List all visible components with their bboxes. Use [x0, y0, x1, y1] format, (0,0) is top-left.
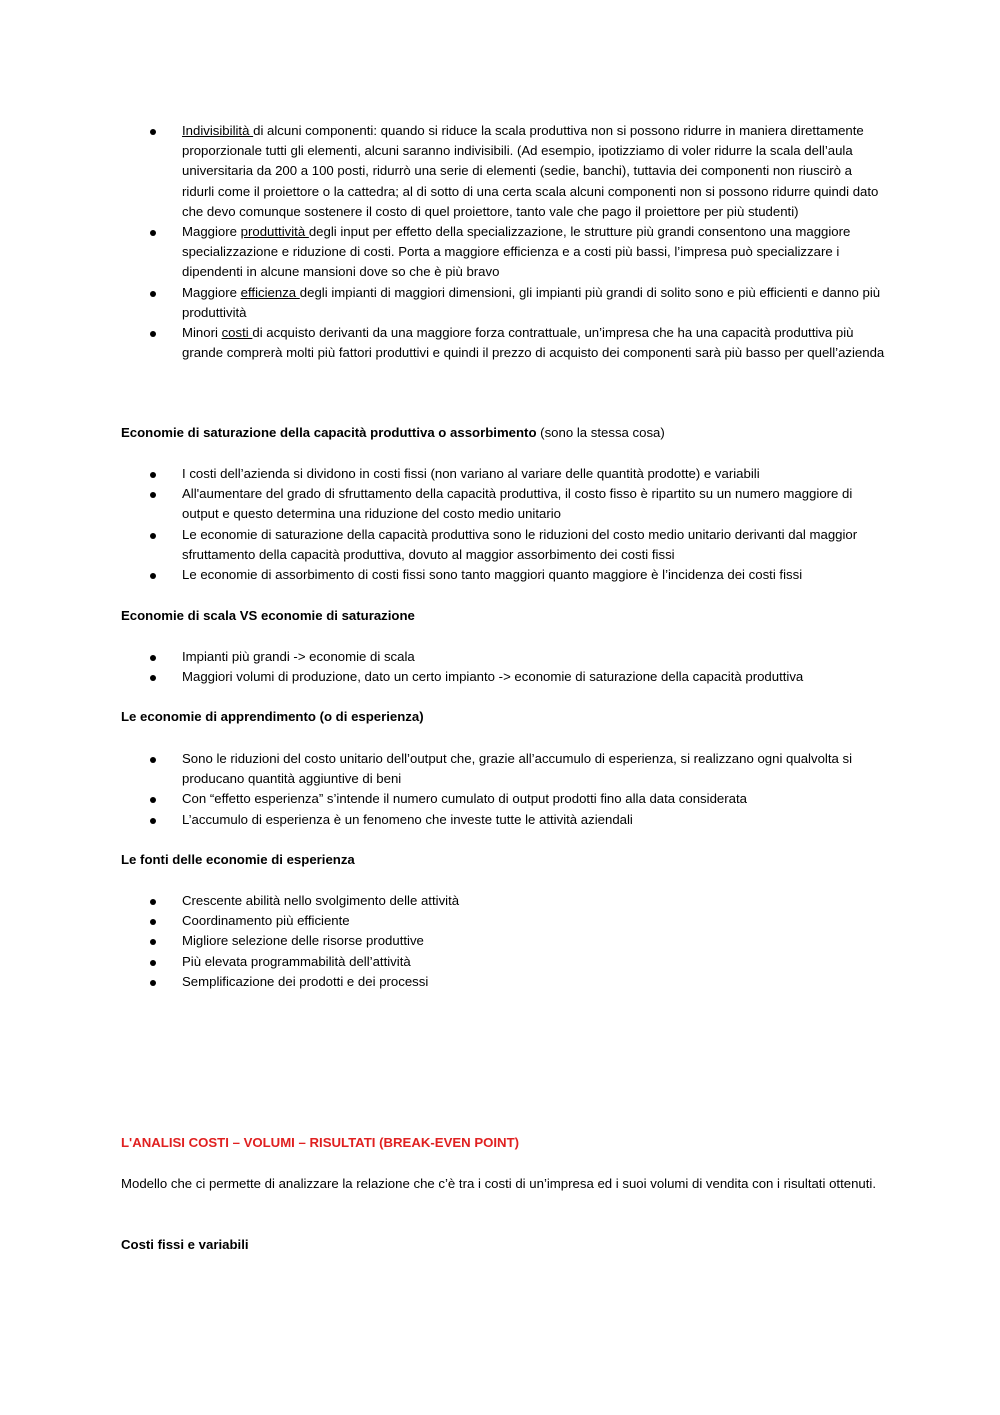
list-item-text: L’accumulo di esperienza è un fenomeno che investe tutte le attività aziendali — [182, 811, 633, 827]
heading-scala-vs-saturazione — [121, 606, 415, 626]
list-item-text: Le economie di saturazione della capacità produttiva sono le riduzioni del costo medio unitario derivanti dal maggior sfruttamento della capacità produttiva, dovuto al maggior assorbimento dei costi fissi — [182, 526, 858, 562]
list-item — [150, 565, 885, 585]
heading-text: Costi fissi e variabili — [121, 1237, 249, 1252]
heading-saturazione — [121, 423, 665, 443]
heading-text: Le economie di apprendimento (o di esperienza) — [121, 709, 424, 724]
list-item-text: Con “effetto esperienza” s’intende il numero cumulato di output prodotti fino alla data considerata — [182, 791, 747, 807]
list-item-text: Crescente abilità nello svolgimento delle attività — [182, 893, 460, 908]
bullet-icon — [150, 492, 156, 498]
underlined-term: produttività — [240, 224, 309, 240]
heading-costi-fissi — [121, 1235, 249, 1255]
list-item — [150, 222, 885, 283]
bullet-icon — [150, 980, 156, 986]
bullet-icon — [150, 818, 156, 824]
list-item — [150, 749, 885, 789]
list-item — [150, 464, 885, 484]
bullet-icon — [150, 291, 156, 297]
list-item-text: All'aumentare del grado di sfruttamento della capacità produttiva, il costo fisso è ripartito su un numero maggiore di output e questo determina una riduzione del costo medio unitario — [182, 486, 853, 522]
bullet-icon — [150, 939, 156, 945]
heading-apprendimento — [121, 707, 424, 727]
underlined-term: Indivisibilità — [182, 123, 254, 138]
scale-economies-list — [150, 121, 885, 363]
bullet-icon — [150, 655, 156, 661]
list-item-text: degli input per effetto della specializzazione, le strutture più grandi consentono una maggiore specializzazione e riduzione di costi. Porta a maggiore efficienza e a costi più bassi, l’impresa può specializzare i dipendenti in alcune mansioni dove so che è più bravo — [182, 224, 851, 280]
list-item — [150, 911, 885, 931]
list-item — [150, 810, 885, 830]
list-item-text: Coordinamento più efficiente — [182, 913, 350, 929]
bullet-icon — [150, 757, 156, 763]
heading-text: Le fonti delle economie di esperienza — [121, 852, 355, 867]
list-item-text: Le economie di assorbimento di costi fissi sono tanto maggiori quanto maggiore è l’incidenza dei costi fissi — [182, 567, 803, 583]
list-item-prefix: Minori — [182, 325, 222, 341]
list-item — [150, 789, 885, 809]
saturation-list — [150, 464, 885, 585]
underlined-term: costi — [221, 325, 253, 341]
underlined-term: efficienza — [240, 284, 300, 300]
sources-list — [150, 891, 885, 992]
list-item-text: Impianti più grandi -> economie di scala — [182, 649, 415, 664]
list-item-text: Più elevata programmabilità dell’attività — [182, 953, 411, 969]
bullet-icon — [150, 129, 156, 135]
list-item — [150, 121, 885, 222]
list-item — [150, 647, 885, 667]
list-item-text: Migliore selezione delle risorse produttive — [182, 933, 424, 949]
list-item-text: I costi dell’azienda si dividono in costi fissi (non variano al variare delle quantità prodotte) e variabili — [182, 466, 760, 481]
list-item-text: di alcuni componenti: quando si riduce la scala produttiva non si possono ridurre in maniera direttamente proporzionale tutti gli elementi, alcuni saranno indivisibili. (Ad esempio, ipotizziamo di voler ridurre la scala dell’aula universitaria da 200 a 100 posti, ridurrò una serie di elementi (sedie, banchi), tuttavia dei componenti non riuscirò a ridurli come il proiettore o la cattedra; al di sotto di una certa scala alcuni componenti non si possono ridurre quindi dato che devo comunque sostenere il costo di quel proiettore, tanto vale che pago il proiettore per più studenti) — [182, 123, 879, 219]
bullet-icon — [150, 573, 156, 579]
learning-list — [150, 749, 885, 830]
list-item — [150, 525, 885, 565]
scale-vs-saturation-list — [150, 647, 885, 687]
list-item — [150, 667, 885, 687]
bullet-icon — [150, 899, 156, 905]
list-item — [150, 283, 885, 323]
heading-text: Economie di scala VS economie di saturazione — [121, 608, 415, 623]
bullet-icon — [150, 675, 156, 681]
bullet-icon — [150, 960, 156, 966]
list-item — [150, 484, 885, 524]
bullet-icon — [150, 919, 156, 925]
list-item — [150, 891, 885, 911]
list-item-text: Maggiori volumi di produzione, dato un certo impianto -> economie di saturazione della capacità produttiva — [182, 669, 804, 685]
bullet-icon — [150, 472, 156, 478]
heading-bold: Economie di saturazione della capacità produttiva o assorbimento — [121, 425, 537, 440]
heading-fonti — [121, 850, 355, 870]
list-item-text: degli impianti di maggiori dimensioni, gli impianti più grandi di solito sono e più efficienti e danno più produttività — [182, 284, 881, 320]
bullet-icon — [150, 533, 156, 539]
list-item — [150, 952, 885, 972]
section-title: L'ANALISI COSTI – VOLUMI – RISULTATI (BREAK-EVEN POINT) — [121, 1135, 520, 1150]
list-item-prefix: Maggiore — [182, 224, 241, 240]
list-item-text: Semplificazione dei prodotti e dei processi — [182, 973, 429, 989]
list-item — [150, 972, 885, 992]
section-intro: Modello che ci permette di analizzare la relazione che c’è tra i costi di un’impresa ed i suoi volumi di vendita con i risultati ottenuti. — [121, 1176, 876, 1191]
bullet-icon — [150, 797, 156, 803]
list-item-prefix: Maggiore — [182, 284, 241, 300]
bullet-icon — [150, 331, 156, 337]
list-item — [150, 323, 885, 363]
list-item-text: di acquisto derivanti da una maggiore forza contrattuale, un’impresa che ha una capacità produttiva più grande comprerà molti più fattori produttivi e quindi il prezzo di acquisto dei componenti sarà più basso per quell’azienda — [182, 325, 885, 361]
bullet-icon — [150, 230, 156, 236]
list-item-text: Sono le riduzioni del costo unitario dell’output che, grazie all’accumulo di esperienza, si realizzano ogni qualvolta si producano quantità aggiuntive di beni — [182, 751, 853, 787]
heading-note: (sono la stessa cosa) — [536, 425, 665, 440]
list-item — [150, 931, 885, 951]
